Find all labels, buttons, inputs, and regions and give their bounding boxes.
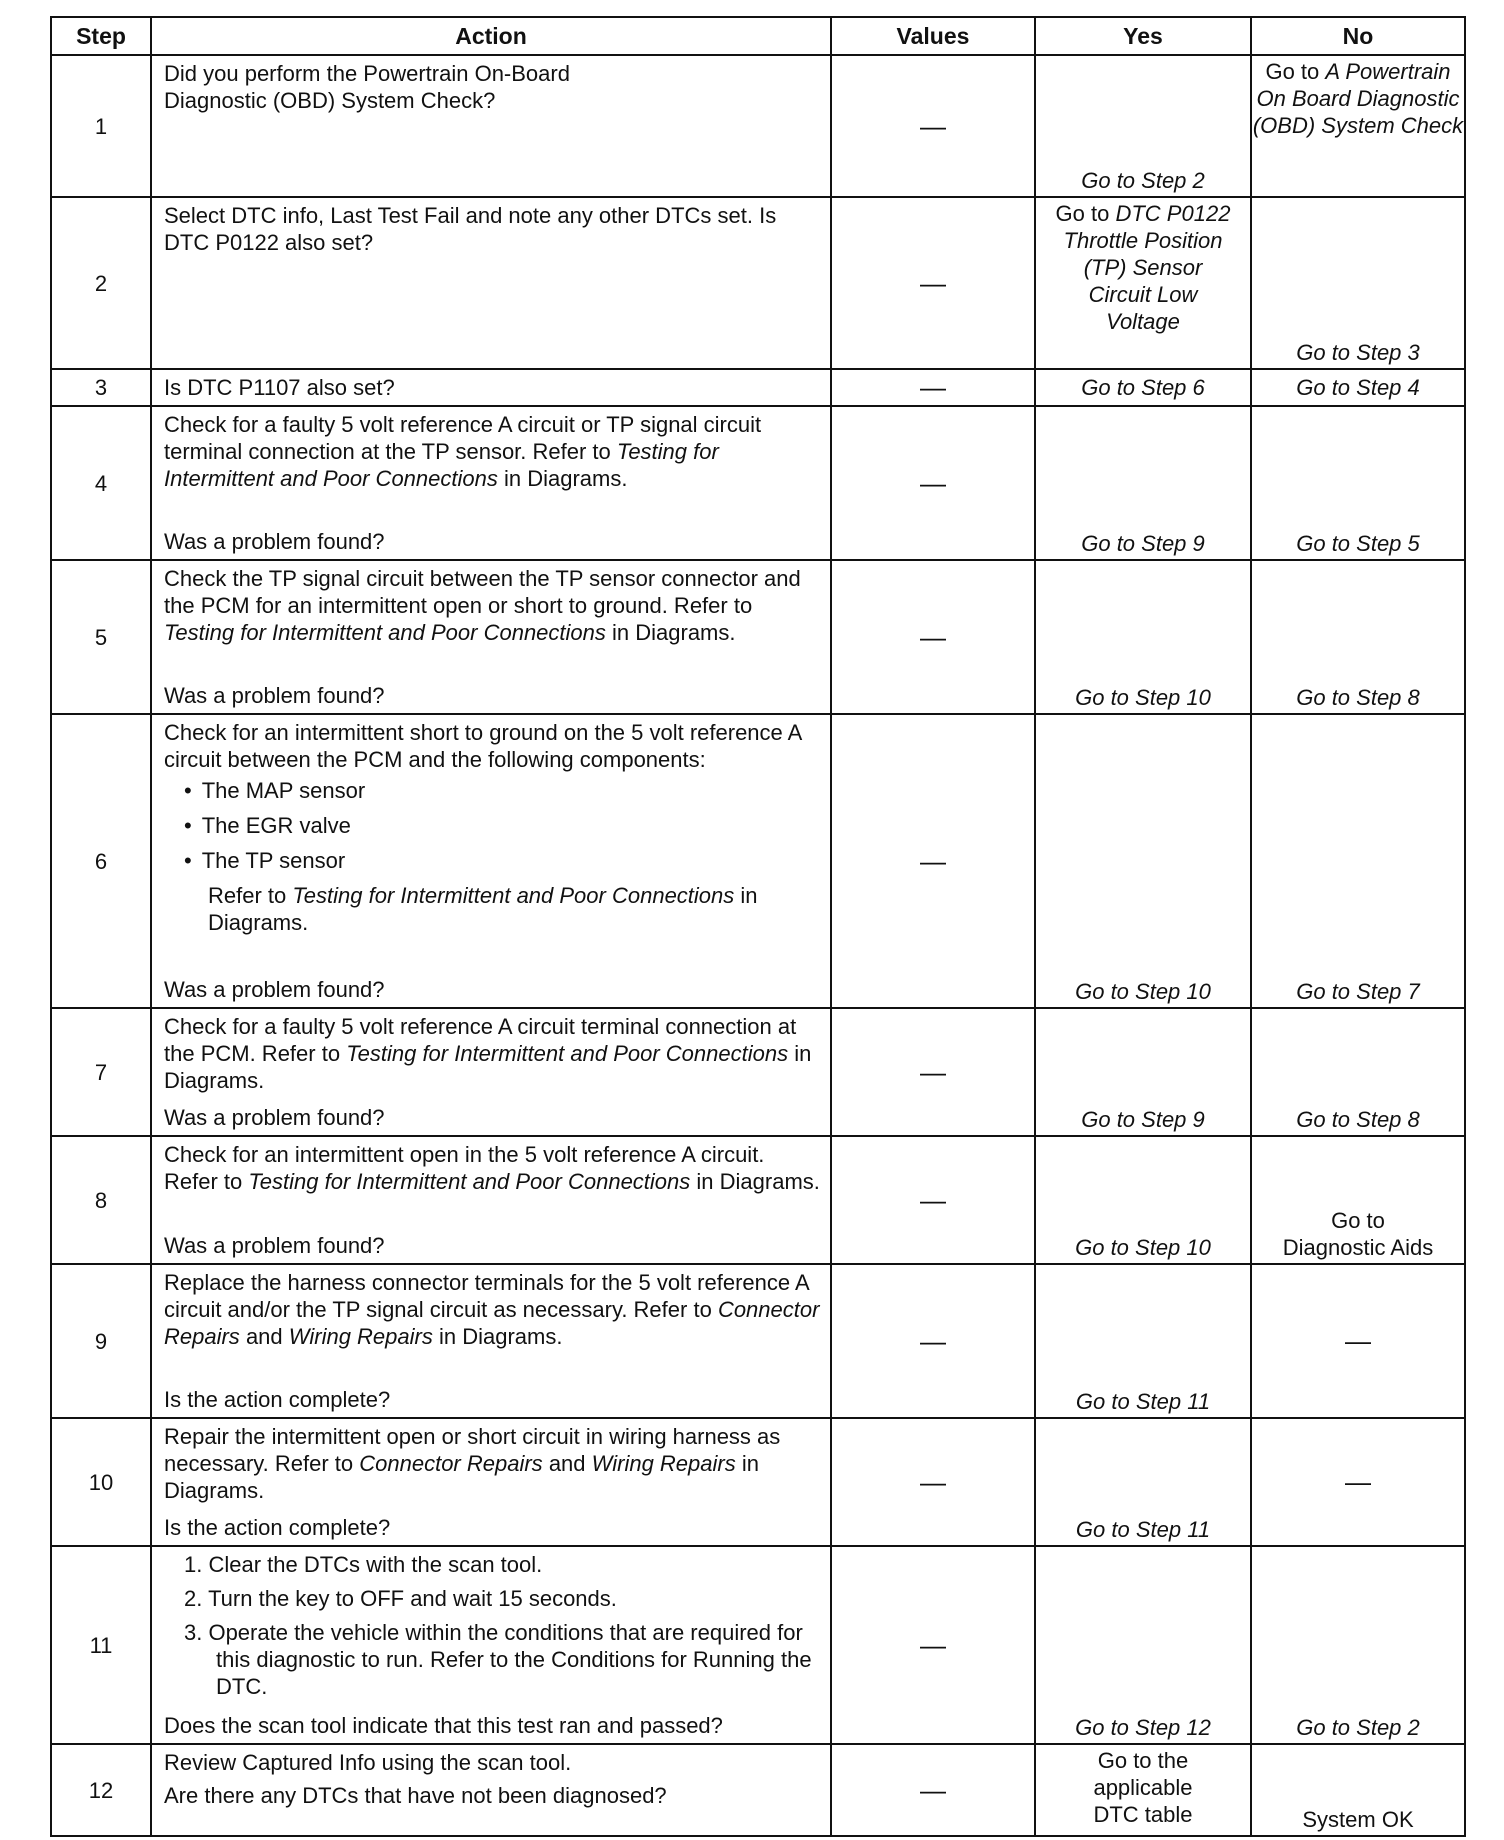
list-item: 2. Turn the key to OFF and wait 15 seconds. bbox=[184, 1586, 617, 1611]
header-no: No bbox=[1251, 17, 1465, 55]
no-cell bbox=[1251, 55, 1465, 197]
action-cell bbox=[151, 197, 831, 369]
yes-cell bbox=[1035, 197, 1251, 369]
no-result: — bbox=[1345, 1466, 1371, 1497]
action-text: Did you perform the Powertrain On-Board Diagnostic (OBD) System Check? bbox=[164, 61, 570, 113]
list-item: • The MAP sensor bbox=[184, 777, 822, 804]
action-cell bbox=[151, 1418, 831, 1546]
refer-text: Refer to Testing for Intermittent and Poor Connections in Diagrams. bbox=[208, 883, 758, 935]
action-text: Check for a faulty 5 volt reference A circuit terminal connection at the PCM. Refer to Testing for Intermittent and Poor Connections in Diagrams. bbox=[164, 1014, 812, 1093]
no-result: Go to Step 3 bbox=[1296, 340, 1420, 365]
action-text: Replace the harness connector terminals for the 5 volt reference A circuit and/or the TP signal circuit as necessary. Refer to Connector Repairs and Wiring Repairs in Diagrams. bbox=[164, 1270, 820, 1349]
action-cell bbox=[151, 560, 831, 714]
table-row bbox=[51, 55, 1465, 197]
yes-result: Go to Step 12 bbox=[1075, 1715, 1211, 1740]
action-question: Are there any DTCs that have not been diagnosed? bbox=[164, 1783, 667, 1808]
action-question: Was a problem found? bbox=[164, 977, 385, 1002]
action-text: Check for a faulty 5 volt reference A circuit or TP signal circuit terminal connection at the TP sensor. Refer to Testing for Intermittent and Poor Connections in Diagrams. bbox=[164, 412, 762, 491]
values-cell: — bbox=[831, 55, 1035, 197]
action-question: Was a problem found? bbox=[164, 1105, 385, 1130]
no-result: Go to Step 8 bbox=[1296, 1107, 1420, 1132]
step-number: 9 bbox=[51, 1264, 151, 1418]
values-cell: — bbox=[831, 197, 1035, 369]
action-cell bbox=[151, 714, 831, 1008]
header-values: Values bbox=[831, 17, 1035, 55]
yes-result: Go to DTC P0122 Throttle Position (TP) Sensor Circuit Low Voltage bbox=[1055, 201, 1231, 334]
action-text: Check for an intermittent open in the 5 volt reference A circuit. Refer to Testing for Intermittent and Poor Connections in Diagrams. bbox=[164, 1142, 820, 1194]
action-question: Is the action complete? bbox=[164, 1515, 391, 1540]
action-question: Was a problem found? bbox=[164, 1233, 385, 1258]
step-number: 4 bbox=[51, 406, 151, 560]
action-cell bbox=[151, 1546, 831, 1744]
yes-result: Go to Step 11 bbox=[1075, 1389, 1211, 1414]
no-cell bbox=[1251, 560, 1465, 714]
action-cell bbox=[151, 1136, 831, 1264]
yes-result: Go to Step 10 bbox=[1075, 1235, 1211, 1260]
values-cell: — bbox=[831, 714, 1035, 1008]
step-number: 10 bbox=[51, 1418, 151, 1546]
values-cell: — bbox=[831, 406, 1035, 560]
values-cell: — bbox=[831, 1744, 1035, 1836]
no-result: System OK bbox=[1302, 1807, 1414, 1832]
step-number: 3 bbox=[51, 369, 151, 406]
values-cell: — bbox=[831, 1418, 1035, 1546]
action-text: Repair the intermittent open or short circuit in wiring harness as necessary. Refer to Connector Repairs and Wiring Repairs in Diagrams. bbox=[164, 1424, 781, 1503]
list-item: 3. Operate the vehicle within the conditions that are required for this diagnostic to run. Refer to the Conditions for Running the DTC. bbox=[184, 1620, 812, 1699]
yes-cell bbox=[1035, 1264, 1251, 1418]
yes-result: Go to Step 9 bbox=[1081, 1107, 1205, 1132]
action-text: Select DTC info, Last Test Fail and note any other DTCs set. Is DTC P0122 also set? bbox=[164, 203, 777, 255]
action-cell bbox=[151, 1264, 831, 1418]
no-result: Go to A Powertrain On Board Diagnostic (OBD) System Check bbox=[1252, 59, 1464, 138]
table-row bbox=[51, 1546, 1465, 1744]
no-result: Go to Step 2 bbox=[1296, 1715, 1420, 1740]
no-cell bbox=[1251, 406, 1465, 560]
diagnostic-table bbox=[50, 16, 1466, 1837]
table-row bbox=[51, 714, 1465, 1008]
action-cell bbox=[151, 55, 831, 197]
list-item: • The TP sensor bbox=[184, 847, 822, 874]
header-yes: Yes bbox=[1035, 17, 1251, 55]
action-question: Was a problem found? bbox=[164, 683, 385, 708]
step-number: 2 bbox=[51, 197, 151, 369]
table-row bbox=[51, 560, 1465, 714]
table-row bbox=[51, 1418, 1465, 1546]
no-cell bbox=[1251, 714, 1465, 1008]
table-row bbox=[51, 1264, 1465, 1418]
yes-result: Go to Step 10 bbox=[1075, 979, 1211, 1004]
values-cell: — bbox=[831, 1264, 1035, 1418]
no-cell bbox=[1251, 369, 1465, 406]
action-cell bbox=[151, 369, 831, 406]
action-question: Was a problem found? bbox=[164, 529, 385, 554]
table-row bbox=[51, 1744, 1465, 1836]
action-text: Check for an intermittent short to ground on the 5 volt reference A circuit between the PCM and the following components: bbox=[164, 720, 802, 772]
no-result: Go to Step 5 bbox=[1296, 531, 1420, 556]
action-cell bbox=[151, 406, 831, 560]
values-cell: — bbox=[831, 1008, 1035, 1136]
action-cell bbox=[151, 1008, 831, 1136]
no-result: Go to Diagnostic Aids bbox=[1282, 1208, 1434, 1260]
yes-result: Go to the applicable DTC table bbox=[1093, 1748, 1193, 1827]
no-cell bbox=[1251, 197, 1465, 369]
step-number: 1 bbox=[51, 55, 151, 197]
values-cell: — bbox=[831, 560, 1035, 714]
step-number: 7 bbox=[51, 1008, 151, 1136]
header-row bbox=[51, 17, 1465, 55]
yes-result: Go to Step 2 bbox=[1081, 168, 1205, 193]
header-action: Action bbox=[151, 17, 831, 55]
yes-cell bbox=[1035, 1546, 1251, 1744]
yes-result: Go to Step 9 bbox=[1081, 531, 1205, 556]
list-item: • The EGR valve bbox=[184, 812, 822, 839]
step-number: 6 bbox=[51, 714, 151, 1008]
yes-cell bbox=[1035, 560, 1251, 714]
yes-result: Go to Step 11 bbox=[1075, 1517, 1211, 1542]
no-cell bbox=[1251, 1264, 1465, 1418]
table-row bbox=[51, 197, 1465, 369]
action-question: Does the scan tool indicate that this test ran and passed? bbox=[164, 1713, 723, 1738]
step-number: 5 bbox=[51, 560, 151, 714]
no-result: Go to Step 7 bbox=[1296, 979, 1420, 1004]
yes-cell bbox=[1035, 1744, 1251, 1836]
list-item: 1. Clear the DTCs with the scan tool. bbox=[184, 1552, 543, 1577]
yes-result: Go to Step 10 bbox=[1075, 685, 1211, 710]
values-cell: — bbox=[831, 1136, 1035, 1264]
no-cell bbox=[1251, 1418, 1465, 1546]
procedure-list bbox=[164, 1551, 822, 1700]
no-cell bbox=[1251, 1546, 1465, 1744]
yes-cell bbox=[1035, 1418, 1251, 1546]
action-text: Review Captured Info using the scan tool. bbox=[164, 1750, 572, 1775]
action-text: Is DTC P1107 also set? bbox=[164, 375, 395, 400]
yes-cell bbox=[1035, 714, 1251, 1008]
values-cell: — bbox=[831, 369, 1035, 406]
no-cell bbox=[1251, 1136, 1465, 1264]
action-text: Check the TP signal circuit between the TP sensor connector and the PCM for an intermittent open or short to ground. Refer to Testing for Intermittent and Poor Connections in Diagrams. bbox=[164, 566, 801, 645]
values-cell: — bbox=[831, 1546, 1035, 1744]
yes-result: Go to Step 6 bbox=[1081, 375, 1205, 400]
step-number: 12 bbox=[51, 1744, 151, 1836]
table-row bbox=[51, 406, 1465, 560]
table-row bbox=[51, 1136, 1465, 1264]
table-row bbox=[51, 1008, 1465, 1136]
no-result: Go to Step 8 bbox=[1296, 685, 1420, 710]
action-cell bbox=[151, 1744, 831, 1836]
step-number: 8 bbox=[51, 1136, 151, 1264]
no-result: Go to Step 4 bbox=[1296, 375, 1420, 400]
component-list bbox=[164, 777, 822, 874]
yes-cell bbox=[1035, 369, 1251, 406]
action-question: Is the action complete? bbox=[164, 1387, 391, 1412]
no-cell bbox=[1251, 1744, 1465, 1836]
yes-cell bbox=[1035, 55, 1251, 197]
step-number: 11 bbox=[51, 1546, 151, 1744]
yes-cell bbox=[1035, 406, 1251, 560]
no-result: — bbox=[1345, 1325, 1371, 1356]
header-step: Step bbox=[51, 17, 151, 55]
no-cell bbox=[1251, 1008, 1465, 1136]
yes-cell bbox=[1035, 1008, 1251, 1136]
yes-cell bbox=[1035, 1136, 1251, 1264]
table-row bbox=[51, 369, 1465, 406]
diagnostic-table-page bbox=[50, 16, 1464, 1837]
